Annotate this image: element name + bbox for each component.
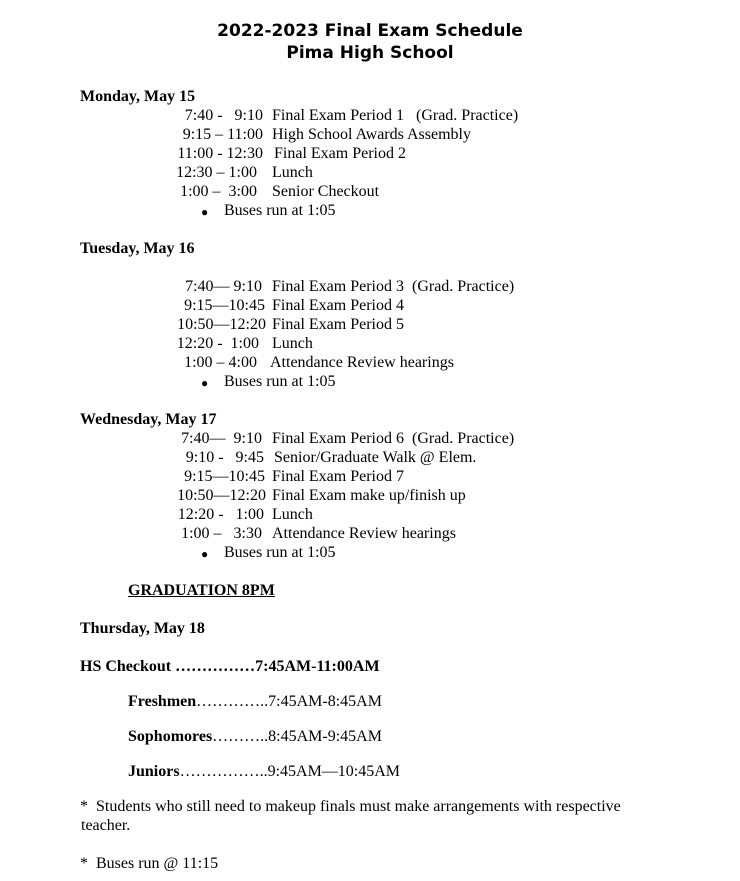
wednesday-heading: Wednesday, May 17	[80, 411, 217, 428]
schedule-time: 9:15 – 11:00	[182, 126, 263, 143]
bullet-icon: ●	[201, 547, 209, 561]
schedule-event: Final Exam Period 6 (Grad. Practice)	[272, 430, 515, 447]
schedule-event: Final Exam Period 3 (Grad. Practice)	[272, 278, 515, 295]
hs-checkout-time: 7:45AM-11:00AM	[255, 658, 380, 675]
schedule-time: 7:40— 9:10	[185, 278, 262, 295]
grade-time: 7:45AM-8:45AM	[268, 693, 382, 710]
schedule-time: 9:10 - 9:45	[185, 449, 264, 466]
leader-dots: ……………	[175, 658, 256, 675]
schedule-time: 9:15—10:45	[184, 297, 265, 314]
grade-label: Juniors	[128, 763, 180, 780]
document-title: 2022-2023 Final Exam Schedule	[217, 21, 523, 41]
bullet-icon: ●	[201, 205, 209, 219]
schedule-event: Final Exam make up/finish up	[272, 487, 466, 504]
schedule-event: Final Exam Period 4	[272, 297, 404, 314]
tuesday-heading: Tuesday, May 16	[80, 240, 195, 257]
grade-label: Sophomores	[128, 728, 213, 745]
schedule-event: Final Exam Period 7	[272, 468, 404, 485]
schedule-event: Lunch	[272, 164, 313, 181]
buses-note: Buses run @ 11:15	[96, 855, 219, 872]
leader-dots: ……………..	[179, 763, 268, 780]
schedule-time: 12:20 - 1:00	[176, 335, 259, 352]
grade-time: 9:45AM—10:45AM	[267, 763, 401, 780]
grade-label: Freshmen	[128, 693, 197, 710]
schedule-time: 12:20 - 1:00	[177, 506, 264, 523]
monday-heading: Monday, May 15	[80, 88, 196, 105]
grade-checkout-row	[128, 763, 400, 781]
schedule-event: Attendance Review hearings	[270, 354, 454, 371]
schedule-time: 1:00 – 3:00	[180, 183, 257, 200]
thursday-heading: Thursday, May 18	[80, 620, 205, 637]
bus-note: Buses run at 1:05	[224, 202, 336, 219]
schedule-time: 10:50—12:20	[177, 316, 266, 333]
schedule-event: Lunch	[272, 506, 313, 523]
leader-dots: …………..	[196, 693, 269, 710]
schedule-event: Final Exam Period 2	[274, 145, 406, 162]
grade-checkout-row	[128, 728, 382, 746]
schedule-event: Final Exam Period 5	[272, 316, 404, 333]
schedule-event: Final Exam Period 1 (Grad. Practice)	[272, 107, 519, 124]
schedule-time: 11:00 - 12:30	[177, 145, 263, 162]
bus-note: Buses run at 1:05	[224, 544, 336, 561]
schedule-event: Attendance Review hearings	[272, 525, 456, 542]
bus-note: Buses run at 1:05	[224, 373, 336, 390]
hs-checkout-row	[80, 658, 380, 676]
schedule-time: 1:00 – 4:00	[184, 354, 257, 371]
makeup-note-line1: Students who still need to makeup finals must make arrangements with respective	[96, 798, 621, 815]
schedule-time: 10:50—12:20	[177, 487, 266, 504]
schedule-time: 12:30 – 1:00	[176, 164, 257, 181]
makeup-note-line2: teacher.	[81, 817, 131, 834]
asterisk-marker: *	[80, 798, 88, 815]
schedule-time: 9:15—10:45	[184, 468, 265, 485]
school-name: Pima High School	[286, 43, 454, 63]
schedule-time: 7:40 - 9:10	[184, 107, 263, 124]
hs-checkout-label: HS Checkout	[80, 658, 172, 675]
schedule-time: 1:00 – 3:30	[181, 525, 262, 542]
schedule-event: Senior Checkout	[272, 183, 380, 200]
grade-checkout-row	[128, 693, 382, 711]
grade-time: 8:45AM-9:45AM	[268, 728, 382, 745]
graduation-notice: GRADUATION 8PM	[128, 582, 275, 599]
schedule-event: Lunch	[272, 335, 313, 352]
schedule-event: Senior/Graduate Walk @ Elem.	[274, 449, 477, 466]
bullet-icon: ●	[201, 376, 209, 390]
schedule-event: High School Awards Assembly	[272, 126, 471, 143]
schedule-time: 7:40— 9:10	[181, 430, 262, 447]
leader-dots: ………..	[212, 728, 269, 745]
asterisk-marker: *	[80, 855, 88, 872]
